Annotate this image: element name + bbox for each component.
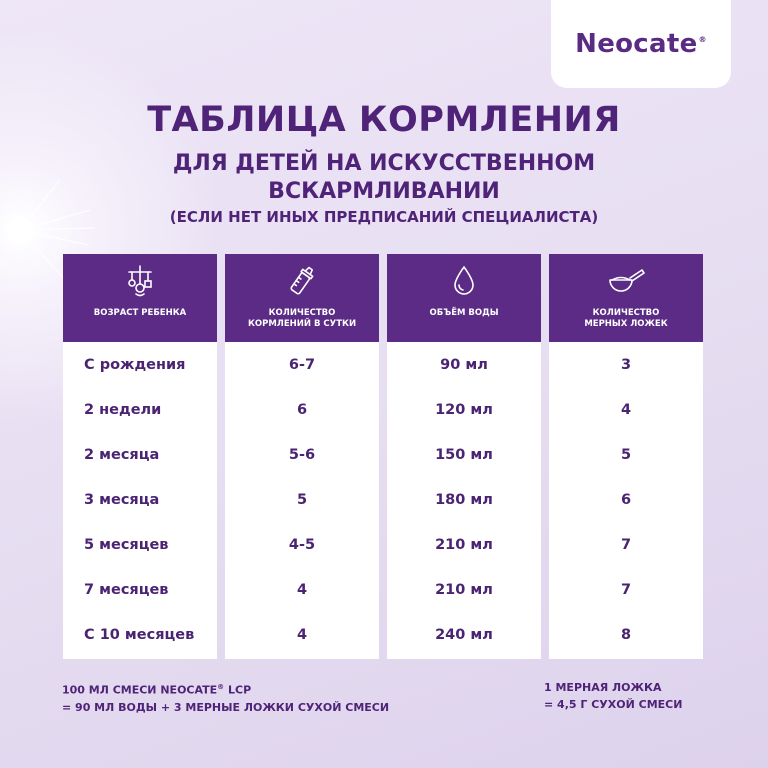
table-cell: 6: [296, 401, 308, 418]
column-header-label: ОБЪЁМ ВОДЫ: [429, 308, 499, 318]
table-column-age: [63, 254, 217, 659]
table-cell: 6-7: [288, 356, 316, 373]
table-cell: 210 мл: [435, 581, 493, 598]
column-body: [387, 342, 541, 659]
column-header-label: КОЛИЧЕСТВО МЕРНЫХ ЛОЖЕК: [584, 308, 668, 329]
specialist-note: (ЕСЛИ НЕТ ИНЫХ ПРЕДПИСАНИЙ СПЕЦИАЛИСТА): [169, 208, 599, 226]
baby-bottle-icon: [285, 264, 319, 298]
table-cell: 5 месяцев: [84, 536, 169, 553]
page-title: ТАБЛИЦА КОРМЛЕНИЯ: [147, 100, 621, 140]
page-subtitle: ДЛЯ ДЕТЕЙ НА ИСКУССТВЕННОМ ВСКАРМЛИВАНИИ: [172, 151, 596, 204]
table-cell: 4: [296, 626, 308, 643]
column-header: [63, 254, 217, 342]
logo-card: [551, 0, 731, 88]
table-cell: 8: [620, 626, 632, 643]
column-header: [387, 254, 541, 342]
column-header: [549, 254, 703, 342]
column-header-label: КОЛИЧЕСТВО КОРМЛЕНИЙ В СУТКИ: [247, 308, 357, 329]
table-cell: 7: [620, 536, 632, 553]
table-cell: 7: [620, 581, 632, 598]
footer-note-mixture: 100 МЛ СМЕСИ NEOCATE® LCP = 90 МЛ ВОДЫ + 3 МЕРНЫЕ ЛОЖКИ СУХОЙ СМЕСИ: [62, 683, 390, 714]
table-cell: 2 недели: [84, 401, 162, 418]
measuring-scoop-icon: [606, 264, 646, 298]
table-cell: 5-6: [288, 446, 316, 463]
column-body: [225, 342, 379, 659]
table-cell: 4: [296, 581, 308, 598]
water-drop-icon: [447, 264, 481, 298]
table-cell: 210 мл: [435, 536, 493, 553]
table-cell: 3: [620, 356, 632, 373]
footer-note-scoop: 1 МЕРНАЯ ЛОЖКА = 4,5 Г СУХОЙ СМЕСИ: [544, 681, 683, 711]
baby-mobile-icon: [123, 264, 157, 298]
column-header-label: ВОЗРАСТ РЕБЕНКА: [93, 308, 187, 318]
column-header: [225, 254, 379, 342]
table-column-feedings: [225, 254, 379, 659]
table-cell: 5: [620, 446, 632, 463]
table-cell: 90 мл: [440, 356, 488, 373]
table-cell: 4-5: [288, 536, 316, 553]
table-cell: 4: [620, 401, 632, 418]
column-body: [549, 342, 703, 659]
table-cell: 180 мл: [435, 491, 493, 508]
table-cell: 5: [296, 491, 308, 508]
table-cell: 7 месяцев: [84, 581, 169, 598]
table-cell: С рождения: [84, 356, 186, 373]
table-column-water: [387, 254, 541, 659]
table-cell: 150 мл: [435, 446, 493, 463]
table-cell: 120 мл: [435, 401, 493, 418]
brand-logo: Neocate®: [575, 29, 707, 59]
table-cell: 3 месяца: [84, 491, 160, 508]
table-cell: 240 мл: [435, 626, 493, 643]
table-cell: 2 месяца: [84, 446, 160, 463]
column-body: [63, 342, 217, 659]
table-cell: 6: [620, 491, 632, 508]
table-column-scoops: [549, 254, 703, 659]
table-cell: С 10 месяцев: [84, 626, 195, 643]
